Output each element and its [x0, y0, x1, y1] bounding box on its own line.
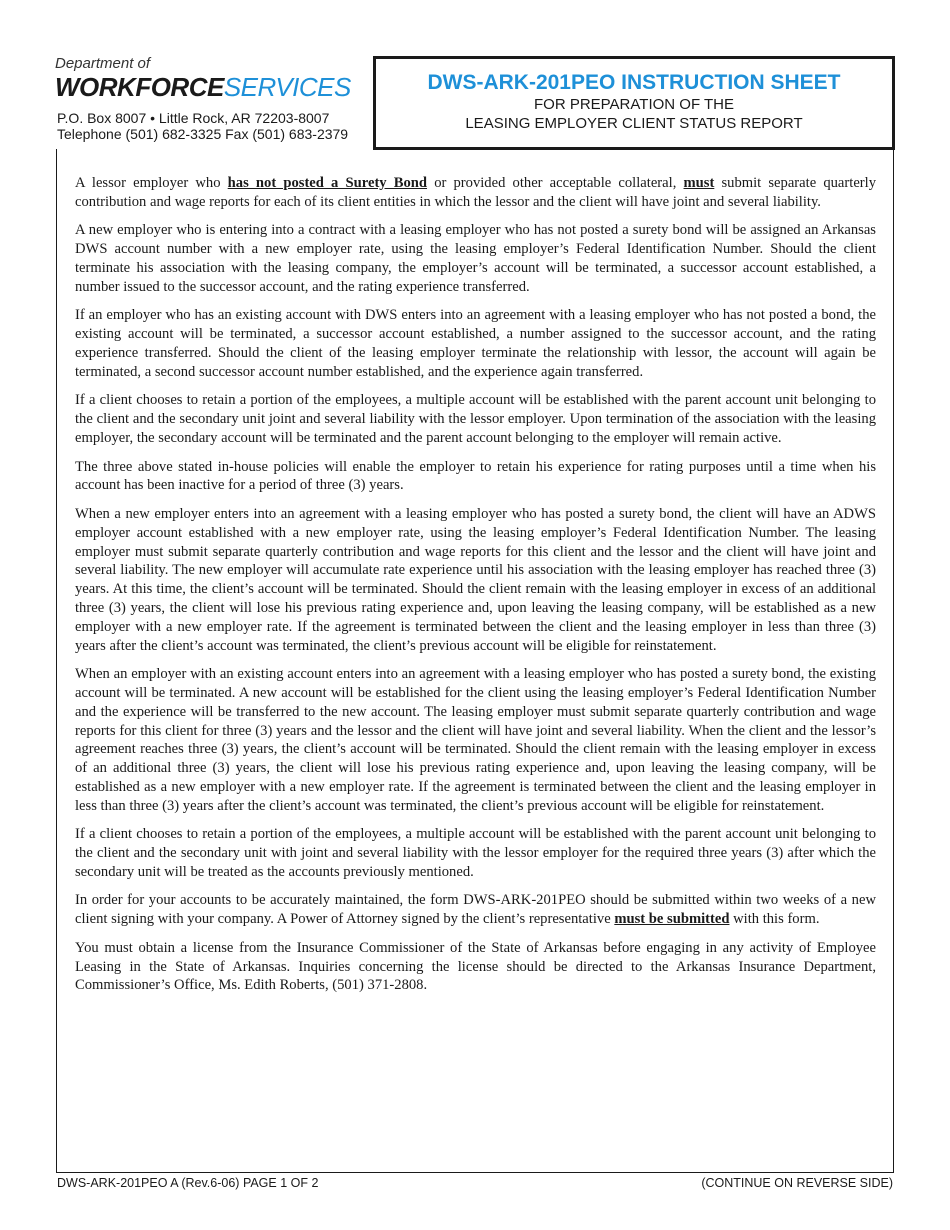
p9-text-a: In order for your accounts to be accurately maintained, the form DWS-ARK-201PEO should be submitted within two weeks of a new client signing with your company. A Power of Attorney signed by the client’s representative — [75, 892, 876, 928]
subtitle-line-2: LEASING EMPLOYER CLIENT STATUS REPORT — [465, 115, 803, 132]
paragraph-1 — [75, 174, 876, 212]
p1-emphasis-surety-bond: has not posted a Surety Bond — [227, 175, 428, 191]
continue-note: (CONTINUE ON REVERSE SIDE) — [701, 1176, 893, 1190]
address-line-2: Telephone (501) 682-3325 Fax (501) 683-2379 — [57, 126, 349, 142]
logo-workforce-text: WORKFORCE — [55, 72, 224, 102]
paragraph-3: If an employer who has an existing account with DWS enters into an agreement with a leasing employer who has not posted a bond, the existing account will be terminated, a successor account established, a number assigned to the successor account, and the rating experience transferred. Should the client of the leasing employer terminate the relationship with lessor, the account will again be terminated, a second successor account number established, and the experience again transferred. — [75, 307, 876, 380]
logo-wordmark — [55, 72, 351, 102]
p9-emphasis-must-be-submitted: must be submitted — [614, 911, 730, 928]
paragraph-4: If a client chooses to retain a portion of the employees, a multiple account will be established with the parent account unit belonging to the client and the secondary unit joint and several liability with the lessor employer. Upon termination of the association with the leasing employer, the secondary account will be terminated and the parent account belonging to the employer will remain active. — [75, 392, 876, 446]
dws-logo — [55, 56, 351, 102]
p9-text-c: with this form. — [729, 911, 820, 928]
p1-text-e: submit separate quarterly contribution and wage reports for each of its client entities in which the lessor and the client will have joint and several liability. — [75, 175, 877, 210]
agency-address — [57, 110, 348, 142]
p1-text-a: A lessor employer who — [75, 175, 228, 191]
address-line-1: P.O. Box 8007 • Little Rock, AR 72203-8007 — [57, 110, 330, 126]
p1-emphasis-must: must — [683, 175, 715, 191]
paragraph-10: You must obtain a license from the Insurance Commissioner of the State of Arkansas before engaging in any activity of Employee Leasing in the State of Arkansas. Inquiries concerning the license should be directed to the Arkansas Insurance Department, Commissioner’s Office, Ms. Edith Roberts, (501) 371-2808. — [75, 939, 876, 994]
title-box — [373, 56, 895, 150]
logo-services-text: SERVICES — [223, 72, 351, 102]
paragraph-2: A new employer who is entering into a contract with a leasing employer who has not posted a surety bond will be assigned an Arkansas DWS account number with a new employer rate, using the leasing employer’s Federal Identification Number. Should the client terminate his association with the leasing company, the employer’s account will be terminated, a successor account established, a number issued to the successor account, and the rating experience transferred. — [75, 222, 876, 295]
subtitle-line-1: FOR PREPARATION OF THE — [533, 96, 735, 113]
paragraph-8: If a client chooses to retain a portion of the employees, a multiple account will be established with the parent account unit belonging to the client and the secondary unit with joint and several liability with the lessor employer for the required three years (3) after which the secondary unit will be treated as the accounts previously mentioned. — [75, 826, 876, 880]
p1-text-c: or provided other acceptable collateral, — [427, 175, 684, 191]
page-title: DWS-ARK-201PEO INSTRUCTION SHEET — [427, 71, 841, 94]
paragraph-7: When an employer with an existing account enters into an agreement with a leasing employer who has posted a surety bond, the existing account will be terminated. A new account will be established for the client using the leasing employer’s Federal Identification Number and the experience will be transferred to the new account. The leasing employer must submit separate quarterly contribution and wage reports for this client for three (3) years and the lessor and the client will have joint and several liability. When the client and the lessor’s agreement reaches three (3) years, the client’s account will be terminated. Should the client remain with the leasing employer in excess of an additional three (3) years, the client will lose his previous rating experience and, upon leaving the leasing company, will be established as a new employer with a new employer rate. If the agreement is terminated between the client and the leasing employer in less than three (3) years after the client’s account was terminated, the client’s previous account will be eligible for reinstatement. — [75, 666, 876, 814]
form-identifier: DWS-ARK-201PEO A (Rev.6-06) PAGE 1 OF 2 — [57, 1176, 319, 1190]
paragraph-6: When a new employer enters into an agreement with a leasing employer who has posted a surety bond, the client will have an ADWS employer account established with a new employer rate, using the leasing employer’s Federal Identification Number. The leasing employer must submit separate quarterly contribution and wage reports for this client and the lessor and the client will have joint and several liability. The new employer will accumulate rate experience until his association with the leasing employer has reached three (3) years. At this time, the client’s account will be terminated. Should the client remain with the leasing employer in excess of an additional three (3) years, the client will lose his previous rating experience and, upon leaving the leasing company, will be established as a new employer with a new employer rate. If the agreement is terminated between the client and the leasing employer in less than three (3) years after the client’s account was terminated, the client’s previous account will be eligible for reinstatement. — [75, 505, 876, 654]
paragraph-5: The three above stated in-house policies will enable the employer to retain his experience for rating purposes until a time when his account has been inactive for a period of three (3) years. — [75, 458, 876, 494]
paragraph-9 — [75, 891, 876, 929]
instruction-body — [75, 174, 876, 1005]
logo-department-label: Department of — [55, 55, 151, 72]
